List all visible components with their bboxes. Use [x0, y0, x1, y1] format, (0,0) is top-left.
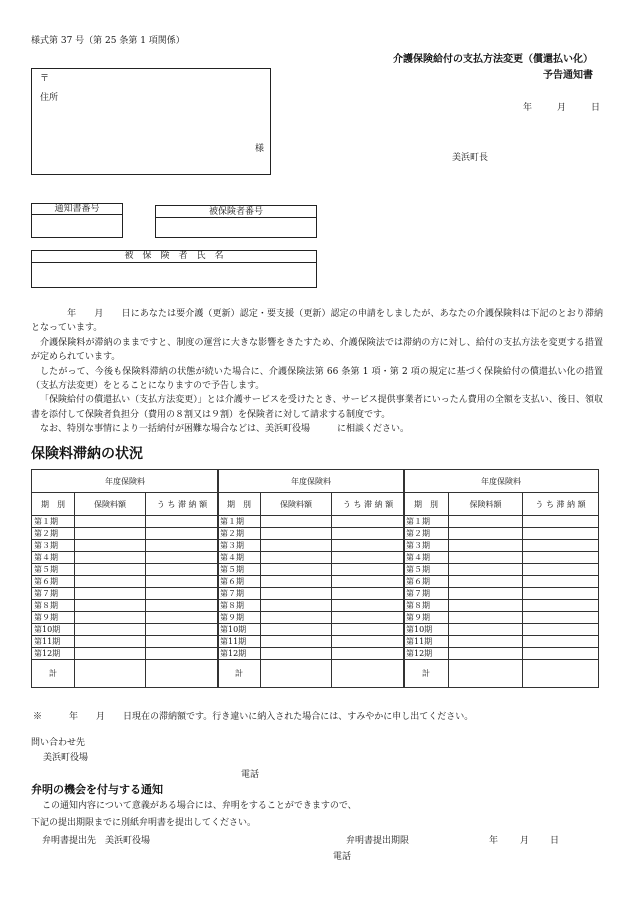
appeal-phone-label: 電話 — [333, 852, 352, 862]
date-day: 日 — [591, 103, 601, 113]
period-label: 第６期 — [218, 576, 261, 588]
amount-cell — [75, 612, 146, 624]
period-label: 第８期 — [32, 600, 75, 612]
amount-cell — [261, 636, 332, 648]
overdue-cell — [523, 552, 599, 564]
body-paragraph-5: なお、特別な事情により一括納付が困難な場合などは、美浜町役場 に相談ください。 — [40, 424, 410, 435]
address-label: 住所 — [40, 93, 59, 103]
table-row — [32, 648, 219, 660]
total-overdue-cell — [146, 660, 219, 688]
amount-cell — [261, 552, 332, 564]
amount-cell — [261, 648, 332, 660]
insured-name-box — [31, 250, 317, 288]
amount-header: 保険料額 — [261, 493, 332, 516]
total-amount-cell — [449, 660, 523, 688]
overdue-cell — [523, 516, 599, 528]
fiscal-year-label: 年度保険料 — [404, 470, 599, 493]
notice-title: 介護保険給付の支払方法変更（償還払い化） — [393, 54, 593, 65]
period-label: 第９期 — [218, 612, 261, 624]
period-label: 第９期 — [404, 612, 449, 624]
table-row — [404, 552, 599, 564]
period-label: 第１期 — [404, 516, 449, 528]
overdue-cell — [146, 528, 219, 540]
overdue-cell — [523, 564, 599, 576]
table-row — [218, 612, 405, 624]
appeal-destination: 弁明書提出先 美浜町役場 — [42, 836, 151, 846]
table-row — [404, 624, 599, 636]
table-row — [404, 576, 599, 588]
period-label: 第７期 — [404, 588, 449, 600]
inquiry-phone-label: 電話 — [241, 770, 260, 780]
overdue-cell — [146, 552, 219, 564]
period-label: 第４期 — [32, 552, 75, 564]
overdue-cell — [332, 540, 405, 552]
overdue-cell — [523, 612, 599, 624]
amount-cell — [75, 648, 146, 660]
overdue-cell — [332, 648, 405, 660]
total-overdue-cell — [523, 660, 599, 688]
overdue-cell — [332, 600, 405, 612]
table-row — [218, 588, 405, 600]
amount-cell — [75, 636, 146, 648]
overdue-cell — [523, 636, 599, 648]
overdue-cell — [523, 588, 599, 600]
period-label: 第11期 — [32, 636, 75, 648]
table-row — [32, 636, 219, 648]
period-label: 第２期 — [218, 528, 261, 540]
body-paragraph-1: 年 月 日にあなたは要介護（更新）認定・要支援（更新）認定の申請をしましたが、あなたの介護保険料は下記のとおり滞納となっています。 — [31, 309, 603, 334]
appeal-deadline-day: 日 — [550, 836, 560, 846]
amount-cell — [75, 528, 146, 540]
delinquency-note: ※ 年 月 日現在の滞納額です。行き違いに納入された場合には、すみやかに申し出てください。 — [33, 712, 474, 722]
amount-cell — [449, 648, 523, 660]
table-row — [218, 600, 405, 612]
table-row — [218, 516, 405, 528]
inquiry-label: 問い合わせ先 — [31, 738, 86, 748]
table-row — [218, 528, 405, 540]
period-label: 第１期 — [32, 516, 75, 528]
appeal-line-1: この通知内容について意義がある場合には、弁明をすることができますので、 — [42, 801, 357, 811]
period-label: 第12期 — [218, 648, 261, 660]
amount-cell — [449, 516, 523, 528]
date-month: 月 — [557, 103, 567, 113]
fiscal-year-table-2 — [217, 469, 405, 688]
appeal-deadline-month: 月 — [520, 836, 530, 846]
table-row — [32, 588, 219, 600]
amount-cell — [261, 528, 332, 540]
period-label: 第５期 — [32, 564, 75, 576]
period-label: 第３期 — [218, 540, 261, 552]
overdue-cell — [332, 552, 405, 564]
table-row — [218, 564, 405, 576]
table-row — [218, 648, 405, 660]
table-row — [404, 600, 599, 612]
table-row — [218, 576, 405, 588]
amount-cell — [449, 552, 523, 564]
fiscal-year-label: 年度保険料 — [32, 470, 219, 493]
overdue-cell — [523, 600, 599, 612]
period-label: 第10期 — [32, 624, 75, 636]
fiscal-year-table-3 — [403, 469, 599, 688]
amount-cell — [261, 576, 332, 588]
overdue-cell — [332, 576, 405, 588]
overdue-cell — [332, 636, 405, 648]
table-row — [404, 612, 599, 624]
amount-cell — [261, 600, 332, 612]
period-label: 第２期 — [404, 528, 449, 540]
amount-cell — [449, 636, 523, 648]
body-paragraph-2: 介護保険料が滞納のままですと、制度の運営に大きな影響をきたすため、介護保険法では滞納の方に対し、給付の支払方法を変更する措置が定められています。 — [31, 337, 603, 363]
period-header: 期 別 — [32, 493, 75, 516]
period-label: 第１期 — [218, 516, 261, 528]
period-label: 第11期 — [404, 636, 449, 648]
overdue-cell — [332, 624, 405, 636]
period-label: 第８期 — [218, 600, 261, 612]
overdue-cell — [146, 516, 219, 528]
amount-cell — [261, 516, 332, 528]
period-header: 期 別 — [404, 493, 449, 516]
address-box — [31, 68, 271, 175]
amount-cell — [75, 552, 146, 564]
fiscal-year-label: 年度保険料 — [218, 470, 405, 493]
overdue-header: う ち 滞 納 額 — [523, 493, 599, 516]
overdue-cell — [146, 588, 219, 600]
notice-number-box — [31, 203, 123, 238]
table-row — [218, 540, 405, 552]
overdue-cell — [332, 612, 405, 624]
table-row — [32, 528, 219, 540]
inquiry-office: 美浜町役場 — [43, 753, 89, 763]
overdue-cell — [146, 636, 219, 648]
period-label: 第10期 — [404, 624, 449, 636]
period-label: 第12期 — [404, 648, 449, 660]
period-label: 第９期 — [32, 612, 75, 624]
overdue-cell — [332, 564, 405, 576]
table-row — [218, 624, 405, 636]
period-label: 第６期 — [32, 576, 75, 588]
period-label: 第４期 — [404, 552, 449, 564]
section-title: 保険料滞納の状況 — [31, 446, 143, 462]
period-label: 第10期 — [218, 624, 261, 636]
period-label: 第８期 — [404, 600, 449, 612]
appeal-title: 弁明の機会を付与する通知 — [31, 783, 163, 796]
amount-cell — [75, 516, 146, 528]
table-row — [32, 624, 219, 636]
date-year: 年 — [523, 103, 533, 113]
insured-number-label: 被保険者番号 — [208, 207, 263, 217]
period-label: 第４期 — [218, 552, 261, 564]
amount-cell — [449, 600, 523, 612]
amount-cell — [261, 540, 332, 552]
overdue-header: う ち 滞 納 額 — [146, 493, 219, 516]
overdue-cell — [146, 612, 219, 624]
overdue-cell — [332, 528, 405, 540]
amount-header: 保険料額 — [75, 493, 146, 516]
insured-number-box — [155, 205, 317, 238]
notice-number-label: 通知書番号 — [54, 204, 100, 214]
table-row — [404, 516, 599, 528]
amount-cell — [261, 564, 332, 576]
period-label: 第７期 — [218, 588, 261, 600]
table-row — [404, 528, 599, 540]
amount-cell — [449, 576, 523, 588]
table-row — [404, 636, 599, 648]
appeal-deadline-label: 弁明書提出期限 — [346, 836, 410, 846]
overdue-cell — [146, 564, 219, 576]
table-row — [32, 516, 219, 528]
overdue-cell — [146, 540, 219, 552]
period-label: 第２期 — [32, 528, 75, 540]
table-row — [218, 552, 405, 564]
total-amount-cell — [261, 660, 332, 688]
table-row — [404, 648, 599, 660]
amount-cell — [449, 528, 523, 540]
amount-cell — [261, 588, 332, 600]
appeal-deadline-year: 年 — [489, 836, 499, 846]
amount-header: 保険料額 — [449, 493, 523, 516]
total-amount-cell — [75, 660, 146, 688]
insured-name-label: 被 保 険 者 氏 名 — [124, 251, 224, 261]
overdue-cell — [523, 624, 599, 636]
amount-cell — [75, 576, 146, 588]
overdue-cell — [146, 624, 219, 636]
table-row — [404, 588, 599, 600]
amount-cell — [75, 600, 146, 612]
period-label: 第６期 — [404, 576, 449, 588]
fiscal-year-table-1 — [31, 469, 219, 688]
table-row — [32, 540, 219, 552]
overdue-cell — [523, 540, 599, 552]
amount-cell — [75, 540, 146, 552]
period-label: 第５期 — [404, 564, 449, 576]
total-label: 計 — [218, 660, 261, 688]
form-number: 様式第 37 号（第 25 条第 1 項関係） — [31, 36, 185, 46]
overdue-cell — [332, 588, 405, 600]
table-row — [32, 552, 219, 564]
overdue-cell — [523, 528, 599, 540]
total-label: 計 — [404, 660, 449, 688]
total-label: 計 — [32, 660, 75, 688]
postal-mark: 〒 — [40, 74, 50, 84]
body-paragraph-3: したがって、今後も保険料滞納の状態が続いた場合に、介護保険法第 66 条第 1 項・第 2 項の規定に基づく保険給付の償還払い化の措置（支払方法変更）をとることになりますので予告します。 — [31, 366, 603, 392]
table-row — [404, 540, 599, 552]
table-row — [218, 636, 405, 648]
period-label: 第５期 — [218, 564, 261, 576]
period-label: 第３期 — [404, 540, 449, 552]
table-row — [32, 612, 219, 624]
amount-cell — [449, 612, 523, 624]
period-label: 第11期 — [218, 636, 261, 648]
body-paragraph-4: 「保険給付の償還払い（支払方法変更）」とは介護サービスを受けたとき、サービス提供事業者にいったん費用の全額を支払い、後日、領収書を添付して保険者負担分（費用の８割又は９割）を保険者に対して請求する制度です。 — [31, 395, 603, 420]
notice-subtitle: 予告通知書 — [543, 70, 593, 81]
overdue-cell — [146, 648, 219, 660]
amount-cell — [75, 588, 146, 600]
amount-cell — [449, 624, 523, 636]
notice-body — [31, 307, 603, 437]
honorific-sama: 様 — [254, 144, 264, 154]
appeal-line-2: 下記の提出期限までに別紙弁明書を提出してください。 — [31, 818, 257, 828]
period-label: 第３期 — [32, 540, 75, 552]
overdue-cell — [332, 516, 405, 528]
amount-cell — [449, 540, 523, 552]
amount-cell — [449, 588, 523, 600]
overdue-cell — [523, 648, 599, 660]
issuer-name: 美浜町長 — [452, 153, 489, 163]
overdue-cell — [523, 576, 599, 588]
table-row — [32, 564, 219, 576]
period-label: 第７期 — [32, 588, 75, 600]
amount-cell — [261, 612, 332, 624]
table-row — [404, 564, 599, 576]
period-label: 第12期 — [32, 648, 75, 660]
amount-cell — [261, 624, 332, 636]
overdue-cell — [146, 600, 219, 612]
overdue-cell — [146, 576, 219, 588]
total-overdue-cell — [332, 660, 405, 688]
overdue-header: う ち 滞 納 額 — [332, 493, 405, 516]
period-header: 期 別 — [218, 493, 261, 516]
table-row — [32, 576, 219, 588]
amount-cell — [449, 564, 523, 576]
table-row — [32, 600, 219, 612]
amount-cell — [75, 624, 146, 636]
amount-cell — [75, 564, 146, 576]
